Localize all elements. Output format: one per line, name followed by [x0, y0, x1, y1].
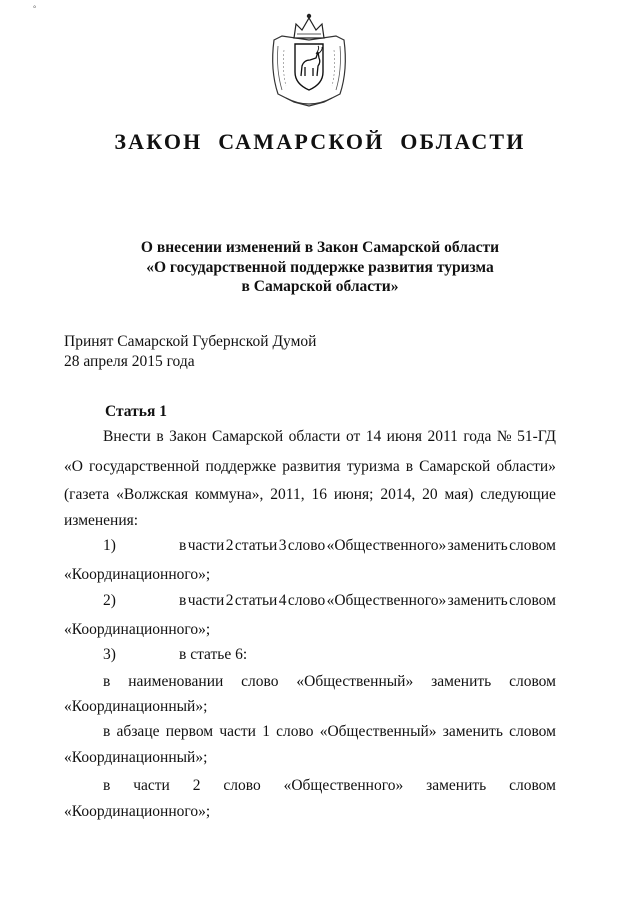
subtitle-line: в Самарской области»	[241, 278, 399, 295]
word: развития	[282, 458, 341, 475]
item-continuation: «Координационного»;	[64, 621, 211, 638]
word: государственной	[88, 458, 200, 475]
word: года	[463, 428, 492, 445]
word: мая)	[444, 486, 474, 503]
subtitle-line: О внесении изменений в Закон Самарской области	[140, 239, 500, 256]
word: следующие	[480, 486, 556, 503]
word: Внести	[103, 428, 151, 445]
word: 2011,	[270, 486, 305, 503]
word: Закон	[169, 428, 207, 445]
word: июня;	[333, 486, 374, 503]
word: (газета	[64, 486, 110, 503]
article-body	[64, 0, 556, 905]
word: заменить	[447, 537, 508, 554]
word: слово	[223, 777, 261, 794]
paragraph-line: изменения:	[64, 512, 139, 529]
word: «Общественного»	[326, 537, 447, 554]
item-text: в статье 6:	[179, 646, 248, 663]
paragraph-line	[64, 428, 556, 448]
word: июня	[386, 428, 422, 445]
word: части	[187, 537, 225, 554]
adoption-date: 28 апреля 2015 года	[64, 352, 195, 370]
list-item	[64, 537, 556, 557]
subitem-continuation: «Координационного»;	[64, 803, 211, 820]
word: туризма	[346, 458, 400, 475]
word: области»	[496, 458, 556, 475]
subitem-line	[64, 777, 556, 797]
word: 2	[225, 592, 234, 609]
word: «Общественный»	[319, 723, 437, 740]
word: 2	[225, 537, 234, 554]
scan-mark: °	[33, 4, 37, 13]
word: области	[288, 428, 341, 445]
word: 2014,	[380, 486, 416, 503]
list-item	[64, 592, 556, 612]
word: 14	[365, 428, 382, 445]
word: «Общественного»	[283, 777, 404, 794]
word: слово	[287, 592, 326, 609]
word: №	[496, 428, 512, 445]
word: в	[103, 777, 111, 794]
word: части	[187, 592, 225, 609]
word: «О	[64, 458, 83, 475]
word: 1	[262, 723, 270, 740]
article-heading: Статья 1	[105, 403, 167, 420]
word: «Общественного»	[326, 592, 447, 609]
word: в	[156, 428, 164, 445]
word: 51-ГД	[517, 428, 556, 445]
paragraph-line	[64, 486, 556, 506]
item-text	[179, 592, 556, 612]
subitem-continuation: «Координационный»;	[64, 749, 208, 766]
word: Самарской	[419, 458, 491, 475]
item-number: 2)	[103, 592, 116, 609]
word: в	[103, 673, 111, 690]
word: словом	[509, 537, 556, 554]
word: заменить	[442, 723, 503, 740]
word: абзаце	[116, 723, 160, 740]
word: в	[179, 537, 187, 554]
word: 4	[278, 592, 287, 609]
word: статьи	[234, 537, 278, 554]
word: 2	[192, 777, 201, 794]
word: заменить	[426, 777, 487, 794]
word: словом	[509, 777, 556, 794]
word: Самарской	[211, 428, 284, 445]
item-number: 1)	[103, 537, 116, 554]
adopted-by: Принят Самарской Губернской Думой	[64, 333, 317, 350]
word: в	[103, 723, 111, 740]
word: слово	[276, 723, 314, 740]
subitem-line	[64, 723, 556, 743]
word: от	[345, 428, 361, 445]
word: поддержке	[205, 458, 277, 475]
word: 20	[422, 486, 438, 503]
word: словом	[509, 673, 556, 690]
list-item	[64, 646, 556, 666]
law-title: ЗАКОН САМАРСКОЙ ОБЛАСТИ	[114, 129, 526, 154]
word: словом	[509, 723, 556, 740]
word: 3	[278, 537, 287, 554]
word: части	[219, 723, 256, 740]
word: в	[405, 458, 414, 475]
word: «Общественный»	[296, 673, 414, 690]
item-continuation: «Координационного»;	[64, 566, 211, 583]
word: первом	[165, 723, 214, 740]
word: словом	[509, 592, 556, 609]
word: наименовании	[128, 673, 224, 690]
subitem-line	[64, 673, 556, 693]
paragraph-line	[64, 458, 556, 478]
word: заменить	[447, 592, 508, 609]
word: «Волжская	[116, 486, 189, 503]
word: слово	[287, 537, 326, 554]
word: в	[179, 592, 187, 609]
subtitle-line: «О государственной поддержке развития туризма	[146, 258, 494, 276]
item-number: 3)	[103, 646, 116, 663]
word: статьи	[234, 592, 278, 609]
word: коммуна»,	[195, 486, 264, 503]
item-text	[179, 537, 556, 557]
word: 2011	[427, 428, 458, 445]
word: заменить	[431, 673, 492, 690]
word: части	[133, 777, 170, 794]
word: слово	[241, 673, 279, 690]
subitem-continuation: «Координационный»;	[64, 698, 208, 715]
word: 16	[311, 486, 327, 503]
